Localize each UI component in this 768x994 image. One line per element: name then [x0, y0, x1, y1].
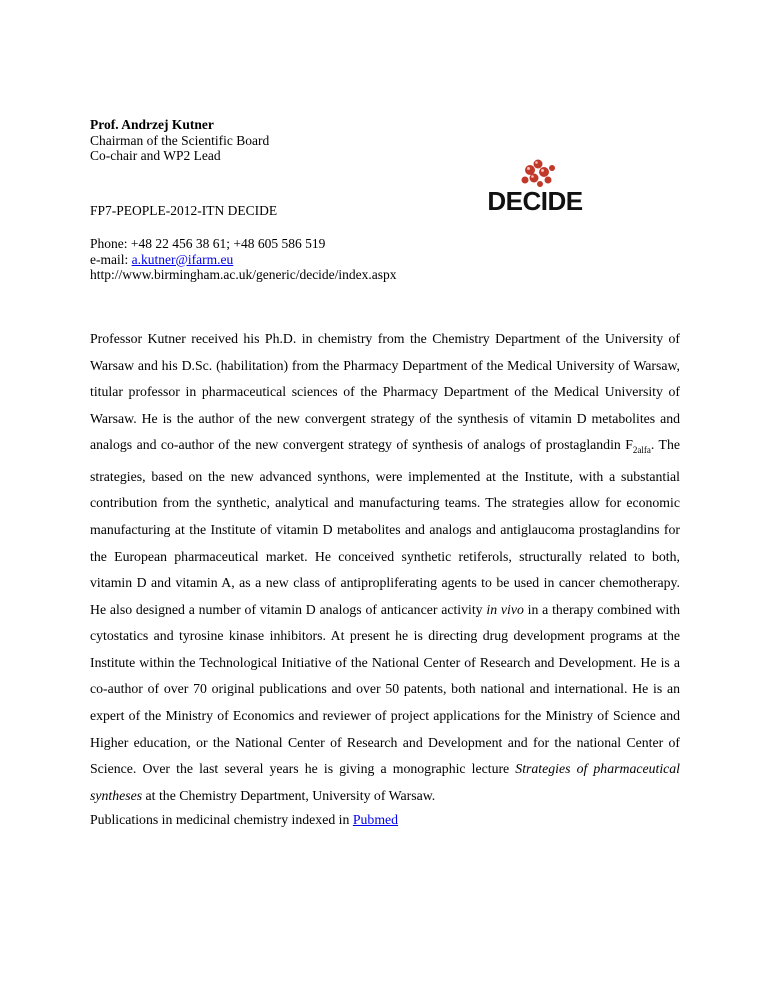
lecture-title: Strategies of pharmaceutical syntheses — [90, 761, 681, 803]
header-block — [90, 117, 269, 164]
contact-block — [90, 236, 397, 283]
author-role: Chairman of the Scientific Board — [90, 132, 270, 148]
pubmed-link[interactable]: Pubmed — [352, 812, 399, 827]
email-link[interactable]: a.kutner@ifarm.eu — [131, 251, 234, 267]
publications-text: Publications in medicinal chemistry indexed in — [90, 812, 353, 827]
logo-text: DECIDE — [487, 186, 583, 216]
bio-subscript: 2alfa — [632, 445, 651, 456]
bio-italic-term: in vivo — [486, 601, 524, 617]
website-url: http://www.birmingham.ac.uk/generic/decide/index.aspx — [90, 267, 397, 282]
email-label: e-mail: — [90, 251, 132, 267]
bio-text: Professor Kutner received his Ph.D. in chemistry from the Chemistry Department of the University of Warsaw and his D.Sc. (habilitation) from the Pharmacy Department of the Medical University of Warsaw, titular professor in pharmaceutical sciences of the Pharmacy Department of the Medical University of Warsaw. He is the author of the new convergent strategy of the synthesis of vitamin D metabolites and analogs and co-author of the new convergent strategy of synthesis of analogs of prostaglandin F — [90, 331, 680, 453]
decide-logo — [470, 156, 600, 214]
phone-line: Phone: +48 22 456 38 61; +48 605 586 519 — [90, 236, 326, 251]
author-role-secondary: Co-chair and WP2 Lead — [90, 148, 221, 163]
molecule-cluster-icon — [470, 156, 600, 190]
bio-text: in a therapy combined with cytostatics and tyrosine kinase inhibitors. At present he is directing drug development programs at the Institute within the Technological Initiative of the National Center of Research and Development. He is a co-author of over 70 original publications and over 50 patents, both national and international. He is an expert of the Ministry of Economics and reviewer of project applications for the Ministry of Science and Higher education, or the National Center of Research and Development and for the national Center of Science. Over the last several years he is giving a monographic lecture — [90, 601, 680, 777]
email-line — [90, 252, 397, 268]
biography-paragraph — [90, 326, 680, 809]
bio-text: at the Chemistry Department, University of Warsaw. — [142, 787, 436, 803]
publications-line — [90, 812, 398, 828]
bio-text: . The strategies, based on the new advanced synthons, were implemented at the Institute, with a substantial contribution from the synthetic, analytical and manufacturing teams. The strategies allow for economic manufacturing at the Institute of vitamin D metabolites and analogs and antiglaucoma prostaglandins for the European pharmaceutical market. He conceived synthetic retiferols, structurally related to both, vitamin D and vitamin A, as a new class of antipropliferating agents to be used in cancer chemotherapy. He also designed a number of vitamin D analogs of anticancer activity — [90, 437, 680, 617]
project-code: FP7-PEOPLE-2012-ITN DECIDE — [90, 203, 278, 218]
author-name: Prof. Andrzej Kutner — [90, 117, 214, 132]
